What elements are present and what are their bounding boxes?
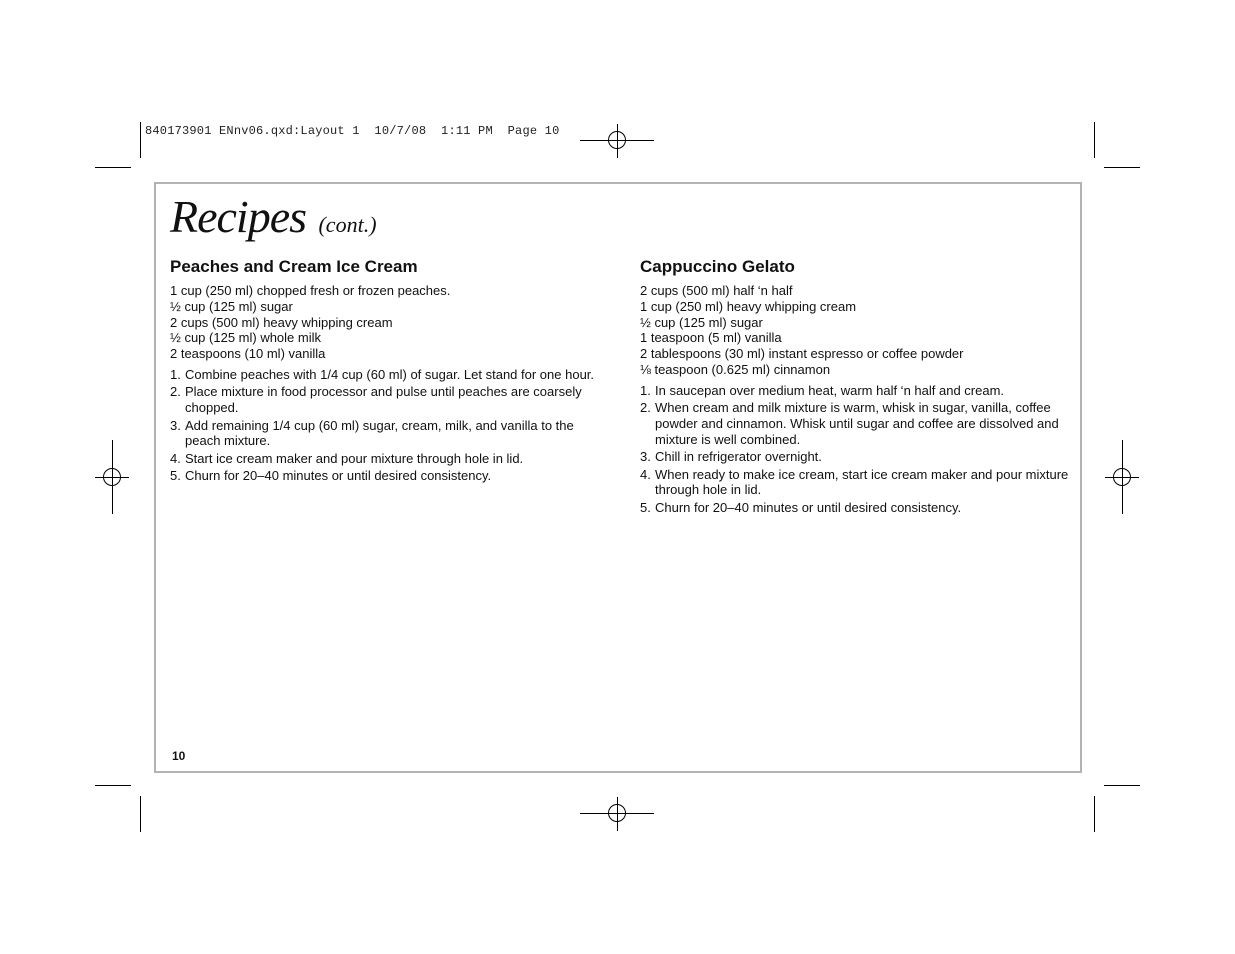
step-number: 2. (170, 384, 181, 400)
step-number: 4. (170, 450, 181, 466)
ingredient-item: ⅛ teaspoon (0.625 ml) cinnamon (640, 361, 831, 377)
step-number: 4. (640, 466, 651, 482)
crop-mark (1094, 122, 1095, 158)
recipe-title: Peaches and Cream Ice Cream (170, 257, 418, 276)
ingredient-item: 2 cups (500 ml) half ‘n half (640, 283, 793, 298)
recipe-title: Cappuccino Gelato (640, 257, 795, 276)
ingredient-item: 1 cup (250 ml) chopped fresh or frozen peaches. (170, 283, 451, 298)
step-number: 1. (170, 366, 181, 382)
step-text: Combine peaches with 1/4 cup (60 ml) of sugar. Let stand for one hour. (185, 366, 595, 382)
ingredient-list (640, 283, 1070, 378)
step-item (170, 418, 600, 450)
registration-circle-icon (103, 468, 121, 486)
registration-circle-icon (1113, 468, 1131, 486)
registration-circle-icon (608, 131, 626, 149)
step-item (640, 400, 1070, 447)
step-item (640, 467, 1070, 499)
crop-mark (1094, 796, 1095, 832)
crop-mark (1104, 785, 1140, 786)
step-item (170, 384, 600, 416)
step-item (640, 383, 1070, 399)
step-text: Chill in refrigerator overnight. (655, 449, 822, 465)
ingredient-item: 2 teaspoons (10 ml) vanilla (170, 346, 326, 362)
step-text: Start ice cream maker and pour mixture through hole in lid. (185, 450, 524, 466)
ingredient-item: ½ cup (125 ml) whole milk (170, 330, 321, 346)
ingredient-item: ½ cup (125 ml) sugar (170, 298, 293, 314)
step-item (640, 500, 1070, 516)
crop-mark (95, 167, 131, 168)
ingredient-item: 2 cups (500 ml) heavy whipping cream (170, 314, 393, 330)
page-title (170, 190, 377, 243)
recipe-column-right (640, 256, 1070, 517)
registration-circle-icon (608, 804, 626, 822)
step-text: Place mixture in food processor and pulse until peaches are coarsely chopped. (185, 384, 582, 416)
page-title-main: Recipes (170, 191, 307, 242)
step-text: When cream and milk mixture is warm, whisk in sugar, vanilla, coffee powder and cinnamon. Whisk until sugar and coffee are dissolved and mixture is well combined. (655, 400, 1059, 447)
step-item (170, 367, 600, 383)
step-text: Churn for 20–40 minutes or until desired consistency. (185, 468, 492, 484)
file-slug: 840173901 ENnv06.qxd:Layout 1 10/7/08 1:11 PM Page 10 (145, 124, 560, 138)
step-number: 2. (640, 400, 651, 416)
step-text: Add remaining 1/4 cup (60 ml) sugar, cream, milk, and vanilla to the peach mixture. (185, 417, 574, 449)
step-text: In saucepan over medium heat, warm half ‘n half and cream. (655, 382, 1005, 398)
step-text: When ready to make ice cream, start ice cream maker and pour mixture through hole in lid. (655, 466, 1069, 498)
ingredient-item: 1 cup (250 ml) heavy whipping cream (640, 298, 857, 314)
step-number: 1. (640, 382, 651, 398)
ingredient-item: 1 teaspoon (5 ml) vanilla (640, 330, 782, 346)
step-item (170, 451, 600, 467)
crop-mark (140, 122, 141, 158)
step-text: Churn for 20–40 minutes or until desired consistency. (655, 499, 962, 515)
step-number: 3. (640, 449, 651, 465)
ingredient-item: ½ cup (125 ml) sugar (640, 314, 763, 330)
step-number: 5. (170, 468, 181, 484)
page-title-sub: (cont.) (318, 212, 377, 237)
recipe-column-left (170, 256, 600, 486)
step-list (640, 383, 1070, 516)
step-item (640, 449, 1070, 465)
step-item (170, 468, 600, 484)
step-number: 3. (170, 417, 181, 433)
step-list (170, 367, 600, 484)
ingredient-item: 2 tablespoons (30 ml) instant espresso or coffee powder (640, 346, 964, 362)
crop-mark (140, 796, 141, 832)
ingredient-list (170, 283, 600, 362)
crop-mark (1104, 167, 1140, 168)
crop-mark (95, 785, 131, 786)
page-number: 10 (172, 749, 186, 763)
step-number: 5. (640, 499, 651, 515)
